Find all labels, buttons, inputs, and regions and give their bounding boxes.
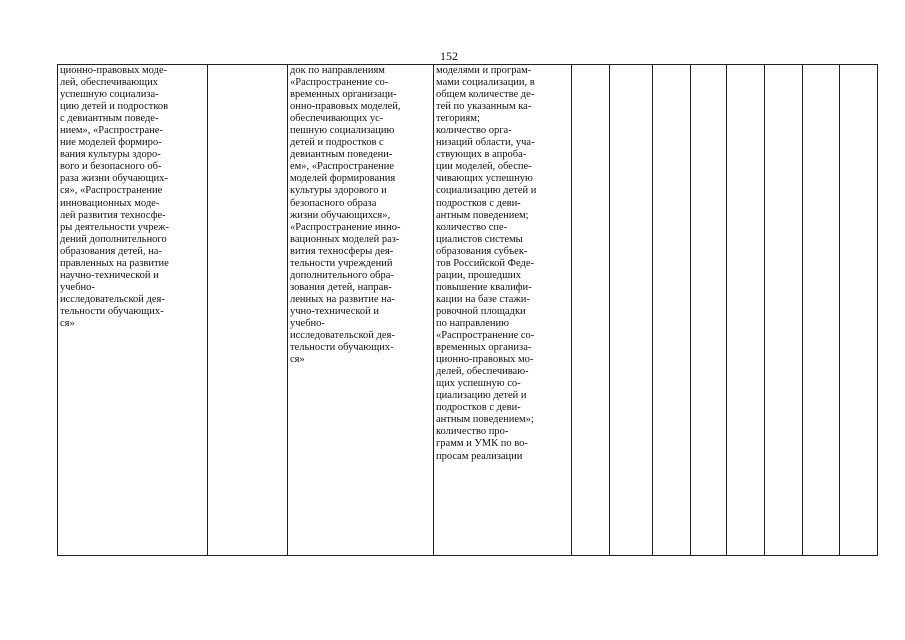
table-cell-empty (765, 65, 803, 556)
table-cell-empty (653, 65, 691, 556)
cell-text: док по направлениям «Распространение со- временных организаци- онно-правовых моделей, обеспечивающих ус- пешную социализацию детей и подростков с девиантным поведени- ем», «Распространение моделей формирования культуры здорового и безопасного образа жизни обучающихся», «Распространение инно- вационных моделей раз- вития техносферы дея- тельности учреждений дополнительного обра- зования детей, направ- ленных на развитие на- учно-технической и учебно- исследовательской дея- тельности обучающих- ся» (290, 65, 401, 366)
table-cell-empty (727, 65, 765, 556)
table-row (58, 65, 878, 556)
table-cell-empty (572, 65, 610, 556)
table-cell-empty (610, 65, 653, 556)
table-cell-empty (803, 65, 840, 556)
cell-text: ционно-правовых моде- лей, обеспечивающих успешную социализа- цию детей и подростков с девиантным поведе- нием», «Распростране- ние моделей формиро- вания культуры здоро- вого и безопасного об- раза жизни обучающих- ся», «Распространение инновационных моде- лей развития техносфе- ры деятельности учреж- дений дополнительного образования детей, на- правленных на развитие научно-технической и учебно- исследовательской дея- тельности обучающих- ся» (60, 65, 169, 329)
page-number: 152 (440, 49, 458, 63)
table-cell-col1 (58, 65, 208, 556)
table-cell-col3 (288, 65, 434, 556)
table-cell-empty (691, 65, 727, 556)
table-cell-empty (840, 65, 878, 556)
table-cell-col2 (208, 65, 288, 556)
cell-text: моделями и програм- мами социализации, в общем количестве де- тей по указанным ка- тегориям; количество орга- низаций области, уча- ствующих в апроба- ции моделей, обеспе- чивающих успешную социализацию детей и подростков с деви- антным поведением; количество спе- циалистов системы образования субъек- тов Российской Феде- рации, прошедших повышение квалифи- кации на базе стажи- ровочной площадки по направлению «Распространение со- временных организа- ционно-правовых мо- делей, обеспечиваю- щих успешную со- циализацию детей и подростков с деви- антным поведением»; количество про- грамм и УМК по во- просам реализации (436, 65, 537, 462)
document-table (57, 64, 878, 556)
table-cell-col4 (434, 65, 572, 556)
